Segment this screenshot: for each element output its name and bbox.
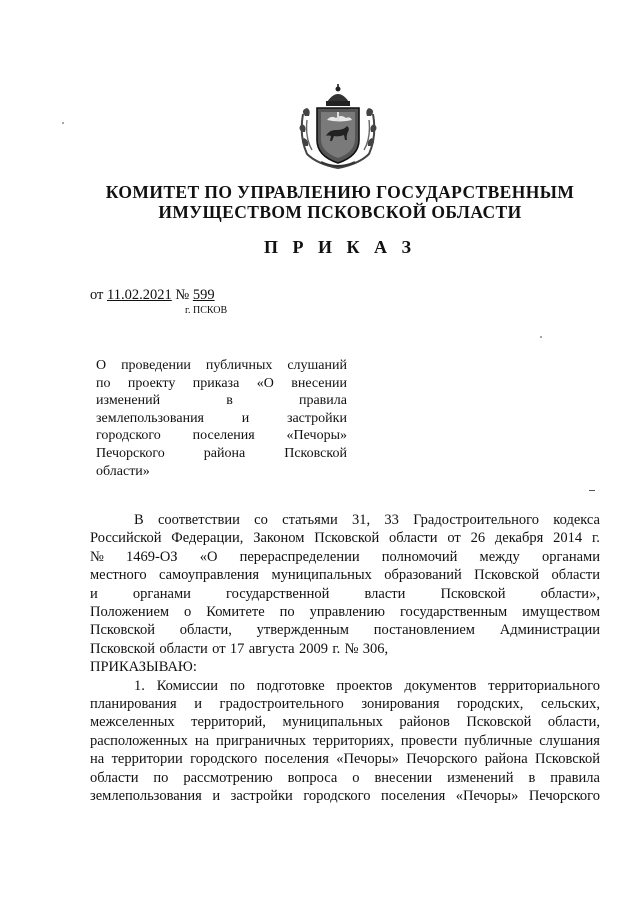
word: и — [212, 788, 221, 805]
word: Печорского — [96, 445, 165, 461]
body-line — [90, 750, 600, 768]
word: проектов — [336, 677, 393, 694]
word: о — [184, 604, 192, 621]
word: землепользования — [90, 788, 202, 805]
word: декабря — [494, 530, 544, 547]
word: области» — [96, 463, 150, 479]
word: «О — [256, 375, 274, 391]
word: поселения — [192, 428, 255, 444]
word: № — [90, 548, 104, 565]
word: государственным — [399, 604, 508, 621]
word: 1. — [134, 677, 145, 694]
word: Псковской — [535, 751, 600, 768]
word: по — [229, 677, 245, 694]
order-city: г. ПСКОВ — [185, 305, 228, 316]
word: района — [203, 445, 246, 461]
word: власти — [364, 585, 406, 602]
heading-line-1: КОМИТЕТ ПО УПРАВЛЕНИЮ ГОСУДАРСТВЕННЫМ — [105, 182, 575, 202]
word: Администрации — [499, 622, 600, 639]
scan-speck — [540, 336, 542, 338]
word: 17 — [229, 640, 245, 657]
word: Печорского — [406, 751, 478, 768]
word: ПРИКАЗЫВАЮ: — [90, 659, 197, 676]
word: имуществом — [522, 604, 600, 621]
word: по — [96, 375, 111, 391]
word: Псковской — [284, 445, 347, 461]
word: по — [279, 604, 295, 621]
word: г. — [591, 530, 600, 547]
word: проекту — [127, 375, 176, 391]
word: Законом — [253, 530, 305, 547]
word: поселения — [264, 751, 329, 768]
word: Псковской — [474, 567, 540, 584]
word: области — [159, 640, 208, 657]
word: области — [90, 769, 139, 786]
subject-line — [96, 375, 347, 393]
committee-heading — [80, 182, 600, 222]
word: 306, — [362, 640, 389, 657]
word: органами — [541, 548, 600, 565]
word: Федерации, — [171, 530, 244, 547]
word: на — [194, 732, 210, 749]
pskov-coat-of-arms-icon — [297, 84, 379, 170]
word: 26 — [470, 530, 486, 547]
word: «О — [199, 548, 218, 565]
word: городского — [96, 428, 161, 444]
word: № — [344, 640, 359, 657]
body-line — [90, 548, 600, 566]
word: документов — [404, 677, 477, 694]
order-number-sign: № — [175, 287, 190, 303]
word: области», — [540, 585, 600, 602]
body-line — [90, 529, 600, 547]
word: августа — [248, 640, 295, 657]
body-line — [90, 603, 600, 621]
word: муниципальных — [282, 714, 383, 731]
word: Псковской — [440, 585, 506, 602]
subject-line — [96, 392, 347, 410]
order-title: П Р И К А З — [263, 237, 417, 257]
order-date: 11.02.2021 — [107, 287, 172, 303]
order-date-line — [90, 287, 215, 304]
word: слушания — [539, 732, 600, 749]
word: и — [241, 410, 250, 426]
word: образований — [384, 567, 462, 584]
word: местного — [90, 567, 147, 584]
word: сельских, — [540, 696, 600, 713]
word: подготовке — [256, 677, 325, 694]
subject-line — [96, 445, 347, 463]
word: в — [528, 769, 536, 786]
word: соответствии — [157, 512, 240, 528]
word: области — [551, 567, 600, 584]
word: проведении — [121, 358, 191, 373]
word: 2009 — [298, 640, 328, 657]
word: зонирования — [361, 696, 440, 713]
word: и — [90, 585, 98, 602]
word: 31, — [352, 512, 371, 528]
word: от — [212, 640, 226, 657]
word: Градостроительного — [413, 512, 540, 528]
body-line — [90, 621, 600, 639]
word: поселения — [380, 788, 446, 805]
word: Псковской — [90, 640, 155, 657]
body-line — [90, 511, 600, 529]
word: В — [134, 512, 144, 528]
word: Псковской — [90, 622, 155, 639]
order-body — [90, 511, 600, 806]
word: правила — [550, 769, 600, 786]
word: застройки — [286, 410, 347, 426]
body-line — [90, 787, 600, 805]
word: района — [484, 751, 528, 768]
word: городского — [303, 788, 371, 805]
word: Положением — [90, 604, 170, 621]
word: застройки — [230, 788, 293, 805]
body-line — [90, 695, 600, 713]
subject-line — [96, 357, 347, 375]
word: публичные — [464, 732, 533, 749]
word: 1469-ОЗ — [125, 548, 178, 565]
word: приграничных — [215, 732, 306, 749]
body-line — [90, 566, 600, 584]
word: вопроса — [287, 769, 338, 786]
word: утвержденным — [256, 622, 349, 639]
word: «Печоры» — [286, 428, 347, 444]
word: от — [447, 530, 461, 547]
word: территориях, — [312, 732, 394, 749]
word: О — [96, 358, 107, 373]
word: изменений — [447, 769, 514, 786]
word: внесении — [291, 375, 347, 391]
body-line — [90, 658, 600, 676]
subject-line — [96, 463, 347, 481]
body-line — [90, 732, 600, 750]
word: территории — [111, 751, 183, 768]
word: «Печоры» — [455, 788, 519, 805]
word: статьями — [282, 512, 338, 528]
word: территориального — [488, 677, 600, 694]
body-line — [90, 769, 600, 787]
body-line — [90, 713, 600, 731]
word: в — [226, 393, 233, 409]
scan-mark — [589, 490, 595, 491]
subject-line — [96, 410, 347, 428]
word: районов — [399, 714, 450, 731]
word: городского — [190, 751, 258, 768]
word: землепользования — [96, 410, 204, 426]
body-line — [90, 677, 600, 695]
word: на — [90, 751, 105, 768]
word: 33 — [384, 512, 399, 528]
word: Комиссии — [156, 677, 218, 694]
word: Псковской — [314, 530, 380, 547]
word: приказа — [192, 375, 240, 391]
word: области — [389, 530, 438, 547]
word: полномочий — [381, 548, 458, 565]
order-subject — [96, 357, 347, 480]
word: и — [194, 696, 202, 713]
word: 2014 — [553, 530, 583, 547]
word: по — [153, 769, 169, 786]
word: области, — [547, 714, 600, 731]
word: Псковской — [466, 714, 532, 731]
word: органами — [132, 585, 191, 602]
word: государственной — [226, 585, 330, 602]
word: Комитете — [206, 604, 265, 621]
word: территорий, — [191, 714, 266, 731]
word: самоуправления — [158, 567, 260, 584]
word: г. — [332, 640, 341, 657]
order-number: 599 — [192, 287, 215, 303]
word: рассмотрению — [183, 769, 273, 786]
word: постановлением — [373, 622, 475, 639]
order-date-prefix: от — [90, 287, 104, 303]
word: области, — [179, 622, 232, 639]
word: Печорского — [528, 788, 600, 805]
word: правила — [298, 393, 347, 409]
body-line — [90, 640, 600, 658]
word: изменений — [96, 393, 161, 409]
scan-speck — [62, 122, 64, 124]
word: со — [254, 512, 268, 528]
word: о — [352, 769, 360, 786]
word: провести — [400, 732, 458, 749]
word: кодекса — [553, 512, 600, 528]
word: внесении — [374, 769, 433, 786]
word: публичных — [205, 358, 273, 373]
word: планирования — [90, 696, 177, 713]
word: муниципальных — [271, 567, 372, 584]
word: слушаний — [287, 358, 347, 373]
subject-line — [96, 427, 347, 445]
word: «Печоры» — [336, 751, 399, 768]
word: перераспределении — [239, 548, 360, 565]
word: градостроительного — [219, 696, 344, 713]
heading-line-2: ИМУЩЕСТВОМ ПСКОВСКОЙ ОБЛАСТИ — [158, 202, 522, 222]
word: расположенных — [90, 732, 188, 749]
word: Российской — [90, 530, 162, 547]
word: управлению — [309, 604, 385, 621]
word: между — [479, 548, 520, 565]
word: городских, — [457, 696, 524, 713]
word: межселенных — [90, 714, 175, 731]
body-line — [90, 585, 600, 603]
